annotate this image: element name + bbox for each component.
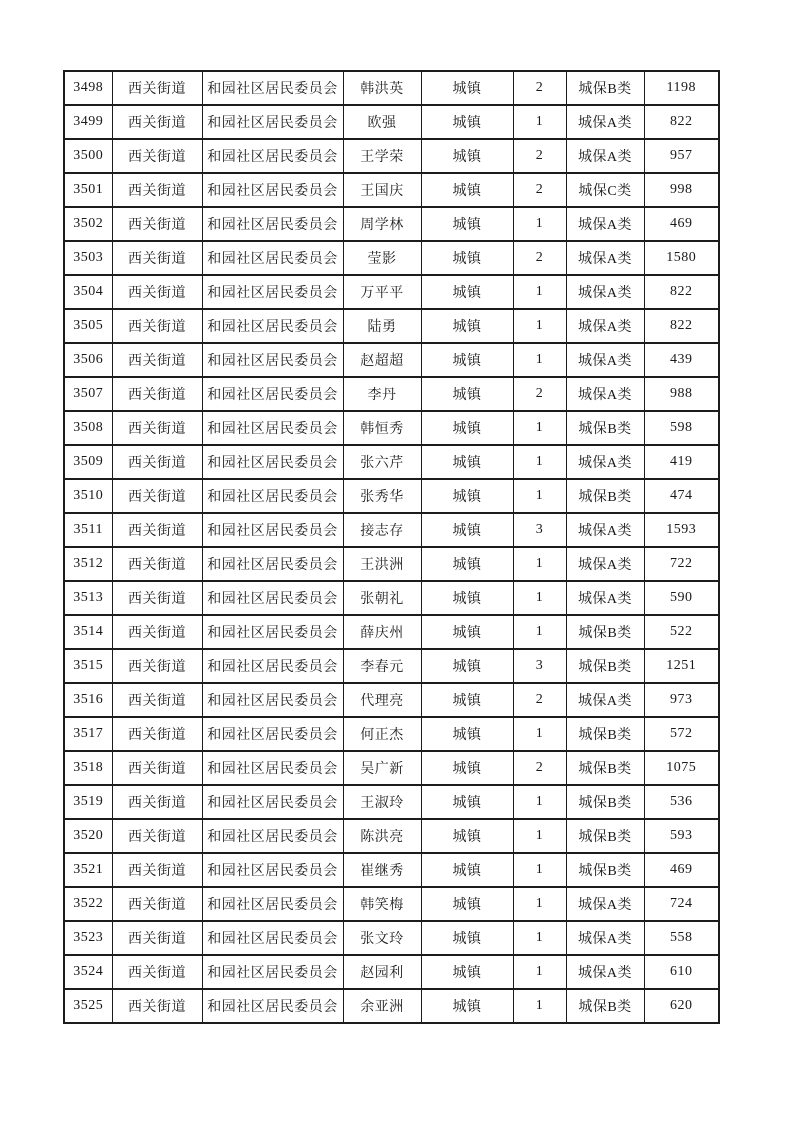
cell-street: 西关街道 — [112, 411, 202, 445]
cell-household-type: 城镇 — [421, 105, 513, 139]
cell-person-count: 1 — [513, 819, 566, 853]
cell-insurance-category: 城保A类 — [566, 241, 644, 275]
cell-community-committee: 和园社区居民委员会 — [202, 649, 343, 683]
cell-street: 西关街道 — [112, 105, 202, 139]
table-row — [64, 377, 719, 411]
cell-serial-number: 3505 — [64, 309, 112, 343]
cell-community-committee: 和园社区居民委员会 — [202, 547, 343, 581]
table-row — [64, 411, 719, 445]
cell-amount: 474 — [644, 479, 719, 513]
cell-amount: 558 — [644, 921, 719, 955]
cell-serial-number: 3515 — [64, 649, 112, 683]
cell-insurance-category: 城保B类 — [566, 411, 644, 445]
cell-person-count: 1 — [513, 411, 566, 445]
cell-person-count: 1 — [513, 887, 566, 921]
table-row — [64, 207, 719, 241]
cell-amount: 998 — [644, 173, 719, 207]
cell-amount: 822 — [644, 275, 719, 309]
cell-person-count: 1 — [513, 105, 566, 139]
table-row — [64, 649, 719, 683]
cell-household-type: 城镇 — [421, 955, 513, 989]
cell-person-count: 1 — [513, 547, 566, 581]
cell-street: 西关街道 — [112, 887, 202, 921]
cell-insurance-category: 城保B类 — [566, 479, 644, 513]
cell-insurance-category: 城保B类 — [566, 751, 644, 785]
cell-person-count: 2 — [513, 683, 566, 717]
cell-amount: 1593 — [644, 513, 719, 547]
cell-household-type: 城镇 — [421, 445, 513, 479]
cell-serial-number: 3516 — [64, 683, 112, 717]
cell-insurance-category: 城保A类 — [566, 547, 644, 581]
cell-person-count: 1 — [513, 207, 566, 241]
table-row — [64, 105, 719, 139]
cell-street: 西关街道 — [112, 139, 202, 173]
cell-street: 西关街道 — [112, 513, 202, 547]
table-row — [64, 581, 719, 615]
cell-street: 西关街道 — [112, 343, 202, 377]
cell-street: 西关街道 — [112, 309, 202, 343]
cell-person-name: 王洪洲 — [343, 547, 421, 581]
cell-person-name: 王国庆 — [343, 173, 421, 207]
table-row — [64, 717, 719, 751]
cell-amount: 439 — [644, 343, 719, 377]
cell-amount: 536 — [644, 785, 719, 819]
cell-insurance-category: 城保A类 — [566, 105, 644, 139]
cell-insurance-category: 城保B类 — [566, 819, 644, 853]
cell-person-name: 李丹 — [343, 377, 421, 411]
cell-person-name: 薛庆州 — [343, 615, 421, 649]
cell-household-type: 城镇 — [421, 887, 513, 921]
cell-person-name: 王淑玲 — [343, 785, 421, 819]
table-row — [64, 989, 719, 1023]
cell-community-committee: 和园社区居民委员会 — [202, 955, 343, 989]
cell-insurance-category: 城保B类 — [566, 615, 644, 649]
cell-person-count: 3 — [513, 649, 566, 683]
cell-serial-number: 3512 — [64, 547, 112, 581]
table-row — [64, 275, 719, 309]
cell-insurance-category: 城保A类 — [566, 445, 644, 479]
cell-amount: 988 — [644, 377, 719, 411]
cell-street: 西关街道 — [112, 445, 202, 479]
cell-street: 西关街道 — [112, 173, 202, 207]
cell-insurance-category: 城保A类 — [566, 343, 644, 377]
cell-street: 西关街道 — [112, 785, 202, 819]
cell-community-committee: 和园社区居民委员会 — [202, 683, 343, 717]
cell-person-name: 张文玲 — [343, 921, 421, 955]
cell-serial-number: 3523 — [64, 921, 112, 955]
cell-household-type: 城镇 — [421, 513, 513, 547]
cell-street: 西关街道 — [112, 207, 202, 241]
cell-person-count: 1 — [513, 955, 566, 989]
cell-household-type: 城镇 — [421, 241, 513, 275]
cell-serial-number: 3501 — [64, 173, 112, 207]
cell-community-committee: 和园社区居民委员会 — [202, 377, 343, 411]
cell-community-committee: 和园社区居民委员会 — [202, 887, 343, 921]
cell-insurance-category: 城保A类 — [566, 921, 644, 955]
cell-amount: 598 — [644, 411, 719, 445]
cell-amount: 610 — [644, 955, 719, 989]
cell-amount: 1251 — [644, 649, 719, 683]
cell-person-count: 2 — [513, 173, 566, 207]
cell-person-name: 赵园利 — [343, 955, 421, 989]
cell-person-count: 1 — [513, 479, 566, 513]
cell-amount: 620 — [644, 989, 719, 1023]
cell-household-type: 城镇 — [421, 71, 513, 105]
cell-serial-number: 3517 — [64, 717, 112, 751]
cell-street: 西关街道 — [112, 955, 202, 989]
cell-community-committee: 和园社区居民委员会 — [202, 207, 343, 241]
cell-household-type: 城镇 — [421, 173, 513, 207]
cell-person-name: 王学荣 — [343, 139, 421, 173]
cell-amount: 590 — [644, 581, 719, 615]
cell-insurance-category: 城保B类 — [566, 989, 644, 1023]
cell-amount: 724 — [644, 887, 719, 921]
cell-community-committee: 和园社区居民委员会 — [202, 105, 343, 139]
cell-household-type: 城镇 — [421, 615, 513, 649]
cell-person-name: 代理亮 — [343, 683, 421, 717]
cell-person-count: 1 — [513, 343, 566, 377]
cell-street: 西关街道 — [112, 853, 202, 887]
cell-serial-number: 3506 — [64, 343, 112, 377]
cell-household-type: 城镇 — [421, 819, 513, 853]
cell-insurance-category: 城保A类 — [566, 275, 644, 309]
cell-serial-number: 3521 — [64, 853, 112, 887]
cell-community-committee: 和园社区居民委员会 — [202, 139, 343, 173]
cell-household-type: 城镇 — [421, 717, 513, 751]
records-table-body — [64, 71, 719, 1023]
cell-household-type: 城镇 — [421, 581, 513, 615]
cell-serial-number: 3525 — [64, 989, 112, 1023]
cell-serial-number: 3522 — [64, 887, 112, 921]
cell-household-type: 城镇 — [421, 139, 513, 173]
cell-person-count: 1 — [513, 989, 566, 1023]
cell-street: 西关街道 — [112, 717, 202, 751]
cell-person-name: 张六芹 — [343, 445, 421, 479]
cell-serial-number: 3498 — [64, 71, 112, 105]
cell-household-type: 城镇 — [421, 853, 513, 887]
cell-amount: 722 — [644, 547, 719, 581]
table-row — [64, 785, 719, 819]
table-row — [64, 71, 719, 105]
cell-serial-number: 3513 — [64, 581, 112, 615]
cell-person-name: 张朝礼 — [343, 581, 421, 615]
cell-person-count: 1 — [513, 445, 566, 479]
cell-household-type: 城镇 — [421, 411, 513, 445]
cell-street: 西关街道 — [112, 615, 202, 649]
cell-serial-number: 3514 — [64, 615, 112, 649]
cell-person-count: 2 — [513, 377, 566, 411]
table-row — [64, 921, 719, 955]
cell-person-name: 欧强 — [343, 105, 421, 139]
cell-person-name: 陆勇 — [343, 309, 421, 343]
cell-amount: 957 — [644, 139, 719, 173]
cell-street: 西关街道 — [112, 479, 202, 513]
cell-household-type: 城镇 — [421, 683, 513, 717]
cell-amount: 593 — [644, 819, 719, 853]
cell-amount: 572 — [644, 717, 719, 751]
cell-person-count: 3 — [513, 513, 566, 547]
cell-household-type: 城镇 — [421, 479, 513, 513]
cell-household-type: 城镇 — [421, 207, 513, 241]
cell-insurance-category: 城保A类 — [566, 513, 644, 547]
records-table — [63, 70, 720, 1024]
cell-person-count: 1 — [513, 921, 566, 955]
cell-community-committee: 和园社区居民委员会 — [202, 445, 343, 479]
cell-person-count: 2 — [513, 241, 566, 275]
cell-serial-number: 3524 — [64, 955, 112, 989]
cell-person-name: 莹影 — [343, 241, 421, 275]
cell-insurance-category: 城保B类 — [566, 71, 644, 105]
cell-person-count: 1 — [513, 615, 566, 649]
cell-person-name: 崔继秀 — [343, 853, 421, 887]
cell-amount: 1580 — [644, 241, 719, 275]
cell-street: 西关街道 — [112, 751, 202, 785]
cell-amount: 822 — [644, 309, 719, 343]
table-row — [64, 751, 719, 785]
cell-serial-number: 3507 — [64, 377, 112, 411]
cell-street: 西关街道 — [112, 683, 202, 717]
cell-household-type: 城镇 — [421, 275, 513, 309]
cell-amount: 1075 — [644, 751, 719, 785]
cell-person-name: 陈洪亮 — [343, 819, 421, 853]
table-row — [64, 479, 719, 513]
cell-street: 西关街道 — [112, 819, 202, 853]
cell-street: 西关街道 — [112, 581, 202, 615]
cell-person-name: 吴广新 — [343, 751, 421, 785]
cell-person-count: 1 — [513, 853, 566, 887]
cell-person-name: 韩恒秀 — [343, 411, 421, 445]
table-row — [64, 173, 719, 207]
cell-household-type: 城镇 — [421, 751, 513, 785]
cell-community-committee: 和园社区居民委员会 — [202, 853, 343, 887]
cell-person-name: 韩笑梅 — [343, 887, 421, 921]
cell-person-count: 2 — [513, 751, 566, 785]
cell-insurance-category: 城保A类 — [566, 887, 644, 921]
cell-person-count: 1 — [513, 785, 566, 819]
cell-person-count: 2 — [513, 139, 566, 173]
table-row — [64, 955, 719, 989]
table-row — [64, 853, 719, 887]
cell-insurance-category: 城保A类 — [566, 683, 644, 717]
cell-amount: 469 — [644, 853, 719, 887]
cell-serial-number: 3509 — [64, 445, 112, 479]
cell-street: 西关街道 — [112, 989, 202, 1023]
table-row — [64, 139, 719, 173]
cell-household-type: 城镇 — [421, 785, 513, 819]
cell-insurance-category: 城保B类 — [566, 649, 644, 683]
table-row — [64, 547, 719, 581]
cell-household-type: 城镇 — [421, 921, 513, 955]
cell-person-name: 赵超超 — [343, 343, 421, 377]
cell-amount: 419 — [644, 445, 719, 479]
cell-person-name: 张秀华 — [343, 479, 421, 513]
cell-insurance-category: 城保B类 — [566, 717, 644, 751]
cell-amount: 822 — [644, 105, 719, 139]
cell-insurance-category: 城保B类 — [566, 853, 644, 887]
cell-community-committee: 和园社区居民委员会 — [202, 615, 343, 649]
cell-household-type: 城镇 — [421, 377, 513, 411]
cell-person-name: 接志存 — [343, 513, 421, 547]
cell-insurance-category: 城保A类 — [566, 309, 644, 343]
table-row — [64, 343, 719, 377]
cell-serial-number: 3518 — [64, 751, 112, 785]
cell-amount: 522 — [644, 615, 719, 649]
cell-serial-number: 3500 — [64, 139, 112, 173]
table-row — [64, 241, 719, 275]
cell-serial-number: 3499 — [64, 105, 112, 139]
cell-insurance-category: 城保A类 — [566, 139, 644, 173]
cell-household-type: 城镇 — [421, 649, 513, 683]
cell-insurance-category: 城保B类 — [566, 785, 644, 819]
cell-insurance-category: 城保A类 — [566, 955, 644, 989]
cell-street: 西关街道 — [112, 547, 202, 581]
table-row — [64, 309, 719, 343]
cell-community-committee: 和园社区居民委员会 — [202, 989, 343, 1023]
cell-community-committee: 和园社区居民委员会 — [202, 241, 343, 275]
cell-insurance-category: 城保A类 — [566, 581, 644, 615]
cell-street: 西关街道 — [112, 71, 202, 105]
cell-community-committee: 和园社区居民委员会 — [202, 275, 343, 309]
cell-insurance-category: 城保A类 — [566, 377, 644, 411]
cell-person-name: 韩洪英 — [343, 71, 421, 105]
cell-person-name: 何正杰 — [343, 717, 421, 751]
cell-person-count: 2 — [513, 71, 566, 105]
cell-amount: 973 — [644, 683, 719, 717]
cell-community-committee: 和园社区居民委员会 — [202, 479, 343, 513]
cell-serial-number: 3504 — [64, 275, 112, 309]
table-row — [64, 445, 719, 479]
table-row — [64, 683, 719, 717]
cell-street: 西关街道 — [112, 649, 202, 683]
cell-person-count: 1 — [513, 581, 566, 615]
cell-community-committee: 和园社区居民委员会 — [202, 411, 343, 445]
cell-community-committee: 和园社区居民委员会 — [202, 717, 343, 751]
cell-community-committee: 和园社区居民委员会 — [202, 513, 343, 547]
cell-community-committee: 和园社区居民委员会 — [202, 173, 343, 207]
cell-community-committee: 和园社区居民委员会 — [202, 343, 343, 377]
table-row — [64, 887, 719, 921]
cell-person-name: 李春元 — [343, 649, 421, 683]
table-row — [64, 513, 719, 547]
cell-serial-number: 3508 — [64, 411, 112, 445]
cell-serial-number: 3519 — [64, 785, 112, 819]
cell-serial-number: 3510 — [64, 479, 112, 513]
cell-amount: 469 — [644, 207, 719, 241]
cell-community-committee: 和园社区居民委员会 — [202, 819, 343, 853]
cell-street: 西关街道 — [112, 377, 202, 411]
cell-serial-number: 3511 — [64, 513, 112, 547]
cell-community-committee: 和园社区居民委员会 — [202, 71, 343, 105]
cell-community-committee: 和园社区居民委员会 — [202, 921, 343, 955]
cell-serial-number: 3502 — [64, 207, 112, 241]
cell-community-committee: 和园社区居民委员会 — [202, 581, 343, 615]
cell-person-name: 周学林 — [343, 207, 421, 241]
cell-insurance-category: 城保C类 — [566, 173, 644, 207]
cell-household-type: 城镇 — [421, 343, 513, 377]
table-row — [64, 819, 719, 853]
cell-community-committee: 和园社区居民委员会 — [202, 751, 343, 785]
cell-street: 西关街道 — [112, 275, 202, 309]
cell-street: 西关街道 — [112, 241, 202, 275]
cell-insurance-category: 城保A类 — [566, 207, 644, 241]
cell-serial-number: 3520 — [64, 819, 112, 853]
cell-community-committee: 和园社区居民委员会 — [202, 309, 343, 343]
cell-amount: 1198 — [644, 71, 719, 105]
cell-community-committee: 和园社区居民委员会 — [202, 785, 343, 819]
cell-person-name: 万平平 — [343, 275, 421, 309]
cell-serial-number: 3503 — [64, 241, 112, 275]
cell-household-type: 城镇 — [421, 547, 513, 581]
cell-street: 西关街道 — [112, 921, 202, 955]
table-row — [64, 615, 719, 649]
cell-person-name: 余亚洲 — [343, 989, 421, 1023]
cell-person-count: 1 — [513, 275, 566, 309]
cell-household-type: 城镇 — [421, 309, 513, 343]
cell-household-type: 城镇 — [421, 989, 513, 1023]
cell-person-count: 1 — [513, 309, 566, 343]
cell-person-count: 1 — [513, 717, 566, 751]
